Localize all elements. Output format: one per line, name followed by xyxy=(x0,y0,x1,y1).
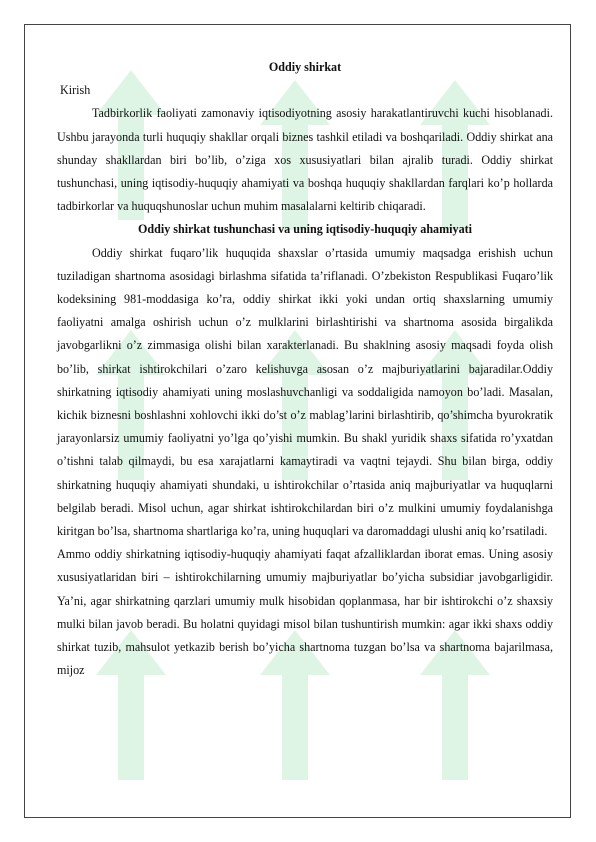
section-heading: Oddiy shirkat tushunchasi va uning iqtisodiy-huquqiy ahamiyati xyxy=(137,222,473,237)
intro-paragraph: Tadbirkorlik faoliyati zamonaviy iqtisodiyotning asosiy harakatlantiruvchi kuchi hisoblanadi. Ushbu jarayonda turli huquqiy shakllar orqali biznes tashkil etiladi va boshqariladi. Oddiy shirkat ana shunday shakllardan biri bo’lib, o’ziga xos xususiyatlari bilan ajralib turadi. Oddiy shirkat tushunchasi, uning iqtisodiy-huquqiy ahamiyati va boshqa huquqiy shakllardan farqlari ko’p hollarda tadbirkorlar va huquqshunoslar uchun muhim masalalarni keltirib chiqaradi. xyxy=(57,106,553,214)
body-paragraph-1: Oddiy shirkat fuqaro’lik huquqida shaxslar o’rtasida umumiy maqsadga erishish uchun tuziladigan shartnoma asosidagi birlashma sifatida ta’riflanadi. O’zbekiston Respublikasi Fuqaro’lik kodeksining 981-moddasiga ko’ra, oddiy shirkat ikki yoki undan ortiq shaxslarning umumiy faoliyatni amalga oshirish uchun o’z mulklarini birlashtirishi va shartnoma asosida birgalikda javobgarlikni o’z zimmasiga olishi bilan xarakterlanadi. Bu shaklning asosiy maqsadi foyda olish bo’lib, shirkat ishtirokchilari o’zaro kelishuvga asosan o’z majburiyatlarini bajaradilar.Oddiy shirkatning iqtisodiy ahamiyati uning moslashuvchanligi va soddaligida namoyon bo’ladi. Masalan, kichik biznesni boshlashni xohlovchi ikki do’st o’z mablag’larini birlashtirib, qo’shimcha byurokratik jarayonlarsiz umumiy faoliyatni yo’lga qo’yishi mumkin. Bu shakl yuridik shaxs sifatida ro’yxatdan o’tishni talab qilmaydi, bu esa xarajatlarni kamaytiradi va vaqtni tejaydi. Shu bilan birga, oddiy shirkatning huquqiy ahamiyati shundaki, u ishtirokchilar o’rtasida aniq majburiyatlar va huquqlarni belgilab beradi. Misol uchun, agar shirkat ishtirokchilardan biri o’z mulkini umumiy foydalanishga kiritgan bo’lsa, shartnoma shartlariga ko’ra, uning huquqlari va daromaddagi ulushi aniq ko’rsatiladi. xyxy=(57,245,553,539)
document-title: Oddiy shirkat xyxy=(268,60,342,74)
document-body xyxy=(57,56,553,682)
intro-label: Kirish xyxy=(60,83,91,98)
body-paragraph-2: Ammo oddiy shirkatning iqtisodiy-huquqiy ahamiyati faqat afzalliklardan iborat emas. Uning asosiy xususiyatlaridan biri – ishtirokchilarning umumiy majburiyatlar bo’yicha subsidiar javobgarligidir. Ya’ni, agar shirkatning qarzlari umumiy mulk hisobidan qoplanmasa, har bir ishtirokchi o’z shaxsiy mulki bilan javob beradi. Bu holatni quyidagi misol bilan tushuntirish mumkin: agar ikki shaxs oddiy shirkat tuzib, mahsulot yetkazib berish bo’yicha shartnoma tuzgan bo’lsa va shartnoma bajarilmasa, mijoz xyxy=(57,547,553,678)
